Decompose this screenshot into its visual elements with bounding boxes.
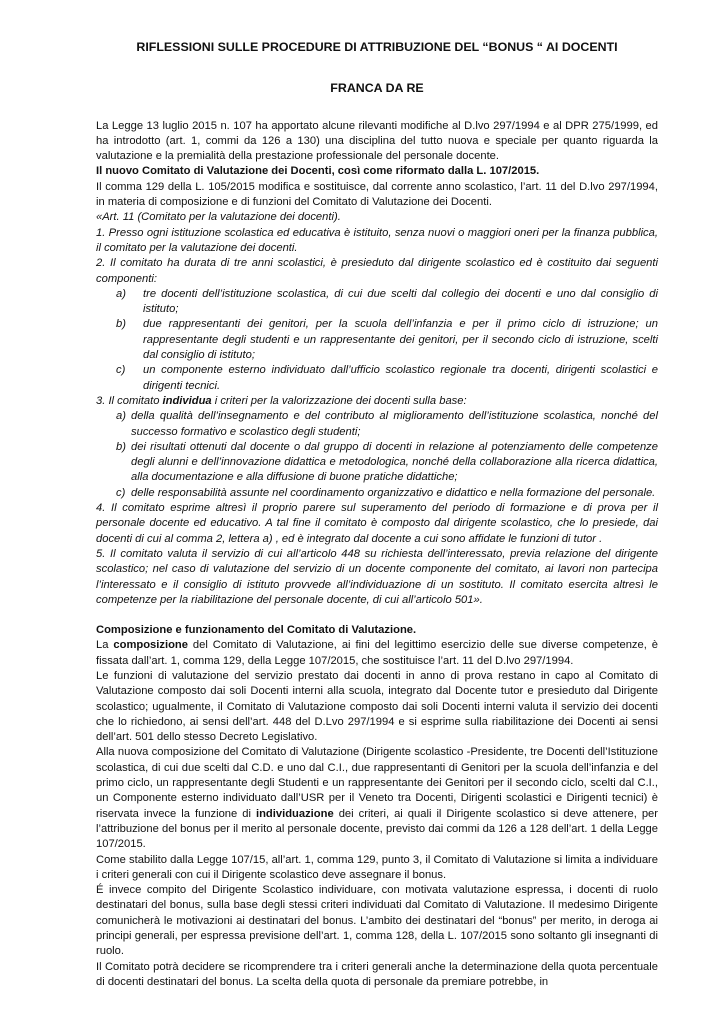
list-marker: b) [116,318,126,331]
list-item-text: due rappresentanti dei genitori, per la scuola dell’infanzia e per il primo ciclo di istruzione; un rappresentante degli studenti e un rappresentante dei genitori, per il secondo ciclo di istruzione, scelti dal consiglio di istituto; [143,318,658,362]
article-paragraph-2: 2. Il comitato ha durata di tre anni scolastici, è presieduto dal dirigente scolastico ed è costituito dai seguenti componenti: [96,257,658,285]
document-author: FRANCA DA RE [330,81,424,96]
section2-heading: Composizione e funzionamento del Comitato di Valutazione. [96,624,417,637]
section1-paragraph: Il comma 129 della L. 105/2015 modifica e sostituisce, dal corrente anno scolastico, l’art. 11 del D.lvo 297/1994, in materia di composizione e di funzioni del Comitato di Valutazione dei Docenti. [96,180,658,209]
list-item-text: della qualità dell’insegnamento e del contributo al miglioramento dell’istituzione scolastica, nonché del successo formativo e scolastico degli studenti; [131,410,658,438]
section2-paragraph-4: Come stabilito dalla Legge 107/15, all’art. 1, comma 129, punto 3, il Comitato di Valutazione si limita a individuare i criteri generali con cui il Dirigente scolastico deve assegnare il bonus. [96,853,658,881]
section2-paragraph-3-end: dei criteri, ai quali il Dirigente scolastico si deve attenere, per l’attribuzione del bonus per il merito al personale docente, previsto dai commi da 126 a 128 dell’art. 1 della Legge 107/2015. [96,807,658,851]
article-paragraph-3 [96,394,658,409]
section2-paragraph-3 [96,745,658,852]
section2-paragraph-1 [96,638,658,669]
list-item [116,409,658,440]
document-title: RIFLESSIONI SULLE PROCEDURE DI ATTRIBUZIONE DEL “BONUS “ AI DOCENTI [136,40,618,54]
list-marker: b) [116,440,126,453]
section2-paragraph-1-keyword: composizione [113,639,188,652]
list-item-text: tre docenti dell’istituzione scolastica, di cui due scelti dal collegio dei docenti e uno dal consiglio di istituto; [143,287,658,316]
list-item [116,440,658,486]
list-marker: c) [116,486,126,499]
article-paragraph-2-list [116,287,658,394]
section2-paragraph-3-keyword: individuazione [255,807,334,820]
list-item [116,317,658,363]
list-item-text: un componente esterno individuato dall’ufficio scolastico regionale tra docenti, dirigenti scolastici e dirigenti tecnici. [143,364,658,392]
article-paragraph-3-list [116,409,658,501]
section2-paragraph-6: Il Comitato potrà decidere se ricomprendere tra i criteri generali anche la determinazione della quota percentuale di docenti destinatari del bonus. La scelta della quota di personale da premiare potrebbe, in [96,960,658,988]
list-item-text: dei risultati ottenuti dal docente o dal gruppo di docenti in relazione al potenziamento delle competenze degli alunni e dell’innovazione didattica e metodologica, nonché della collaborazione alla ricerca didattica, alla documentazione e alla diffusione di buone pratiche didattiche; [131,440,658,484]
list-marker: c) [116,364,126,377]
list-item [116,486,658,501]
list-item-text: delle responsabilità assunte nel coordinamento organizzativo e didattico e nella formazione del personale. [131,486,656,499]
article-paragraph-3-end: i criteri per la valorizzazione dei docenti sulla base: [211,394,467,407]
paragraph-spacer [96,608,658,623]
section2-paragraph-1-start: La [96,639,114,652]
article-paragraph-4: 4. Il comitato esprime altresì il proprio parere sul superamento del periodo di formazione e di prova per il personale docente ed educativo. A tal fine il comitato è composto dal dirigente scolastico, che lo presiede, dai docenti di cui al comma 2, lettera a) , ed è integrato dal docente a cui sono affidate le funzioni di tutor . [96,502,658,545]
list-marker: a) [116,287,126,300]
section2-paragraph-1-end: del Comitato di Valutazione, ai fini del legittimo esercizio delle sue diverse competenze, è fissata dall’art. 1, comma 129, della Legge 107/2015, che sostituisce l’art. 11 del D.lvo 297/1994. [96,639,658,667]
intro-paragraph: La Legge 13 luglio 2015 n. 107 ha apportato alcune rilevanti modifiche al D.lvo 297/1994 e al DPR 275/1999, ed ha introdotto (art. 1, commi da 126 a 130) una disciplina del tutto nuova e speciale per quanto riguarda la valutazione e la premialità della prestazione professionale del personale docente. [96,119,658,163]
list-item [116,363,658,394]
list-item [116,287,658,318]
section1-heading: Il nuovo Comitato di Valutazione dei Docenti, così come riformato dalla L. 107/2015. [96,165,540,178]
section2-paragraph-3-start: Alla nuova composizione del Comitato di Valutazione (Dirigente scolastico -Presidente, tre Docenti dell’Istituzione scolastica, di cui due scelti dal C.D. e uno dal C.I., due rappresentanti di Genitori per la scuola dell’infanzia e del primo ciclo, un rappresentante degli Studenti e un rappresentante dei Genitori per il secondo ciclo, scelti dal C.I., un Componente esterno individuato dall’USR per il Veneto tra Docenti, Dirigenti scolastici e Dirigenti tecnici) è riservata invece la funzione di [96,746,658,820]
section2-paragraph-2: Le funzioni di valutazione del servizio prestato dai docenti in anno di prova restano in capo al Comitato di Valutazione composto dai soli Docenti interni alla scuola, integrato dal Docente tutor e presieduto dal Dirigente scolastico; ugualmente, il Comitato di Valutazione composto dai soli Docenti interni valuta il servizio dei docenti che lo richiedono, ai sensi dell’art. 448 del D.Lvo 297/1994 e si esprime sulla riabilitazione dei Docenti ai sensi dell’art. 501 dello stesso Decreto Legislativo. [96,669,658,744]
section2-paragraph-5: É invece compito del Dirigente Scolastico individuare, con motivata valutazione espressa, i docenti di ruolo destinatari del bonus, sulla base degli stessi criteri individuati dal Comitato di Valutazione. Il medesimo Dirigente comunicherà le motivazioni ai destinatari del bonus. L’ambito dei destinatari del “bonus” per merito, in deroga ai principi generali, per espressa previsione dell’art. 1, comma 128, della L. 107/2015 sono soltanto gli insegnanti di ruolo. [96,884,658,958]
article-paragraph-3-keyword: individua [162,394,212,407]
article-paragraph-5: 5. Il comitato valuta il servizio di cui all’articolo 448 su richiesta dell’interessato, previa relazione del dirigente scolastico; nel caso di valutazione del servizio di un docente componente del comitato, ai lavori non partecipa l’interessato e il consiglio di istituto provvede all’individuazione di un sostituto. Il comitato esercita altresì le competenze per la riabilitazione del personale docente, di cui all’articolo 501». [96,547,658,606]
list-marker: a) [116,410,126,423]
article-paragraph-3-start: 3. Il comitato [96,394,163,407]
article-paragraph-1: 1. Presso ogni istituzione scolastica ed educativa è istituito, senza nuovi o maggiori oneri per la finanza pubblica, il comitato per la valutazione dei docenti. [96,226,658,254]
article-title: «Art. 11 (Comitato per la valutazione dei docenti). [96,211,341,224]
